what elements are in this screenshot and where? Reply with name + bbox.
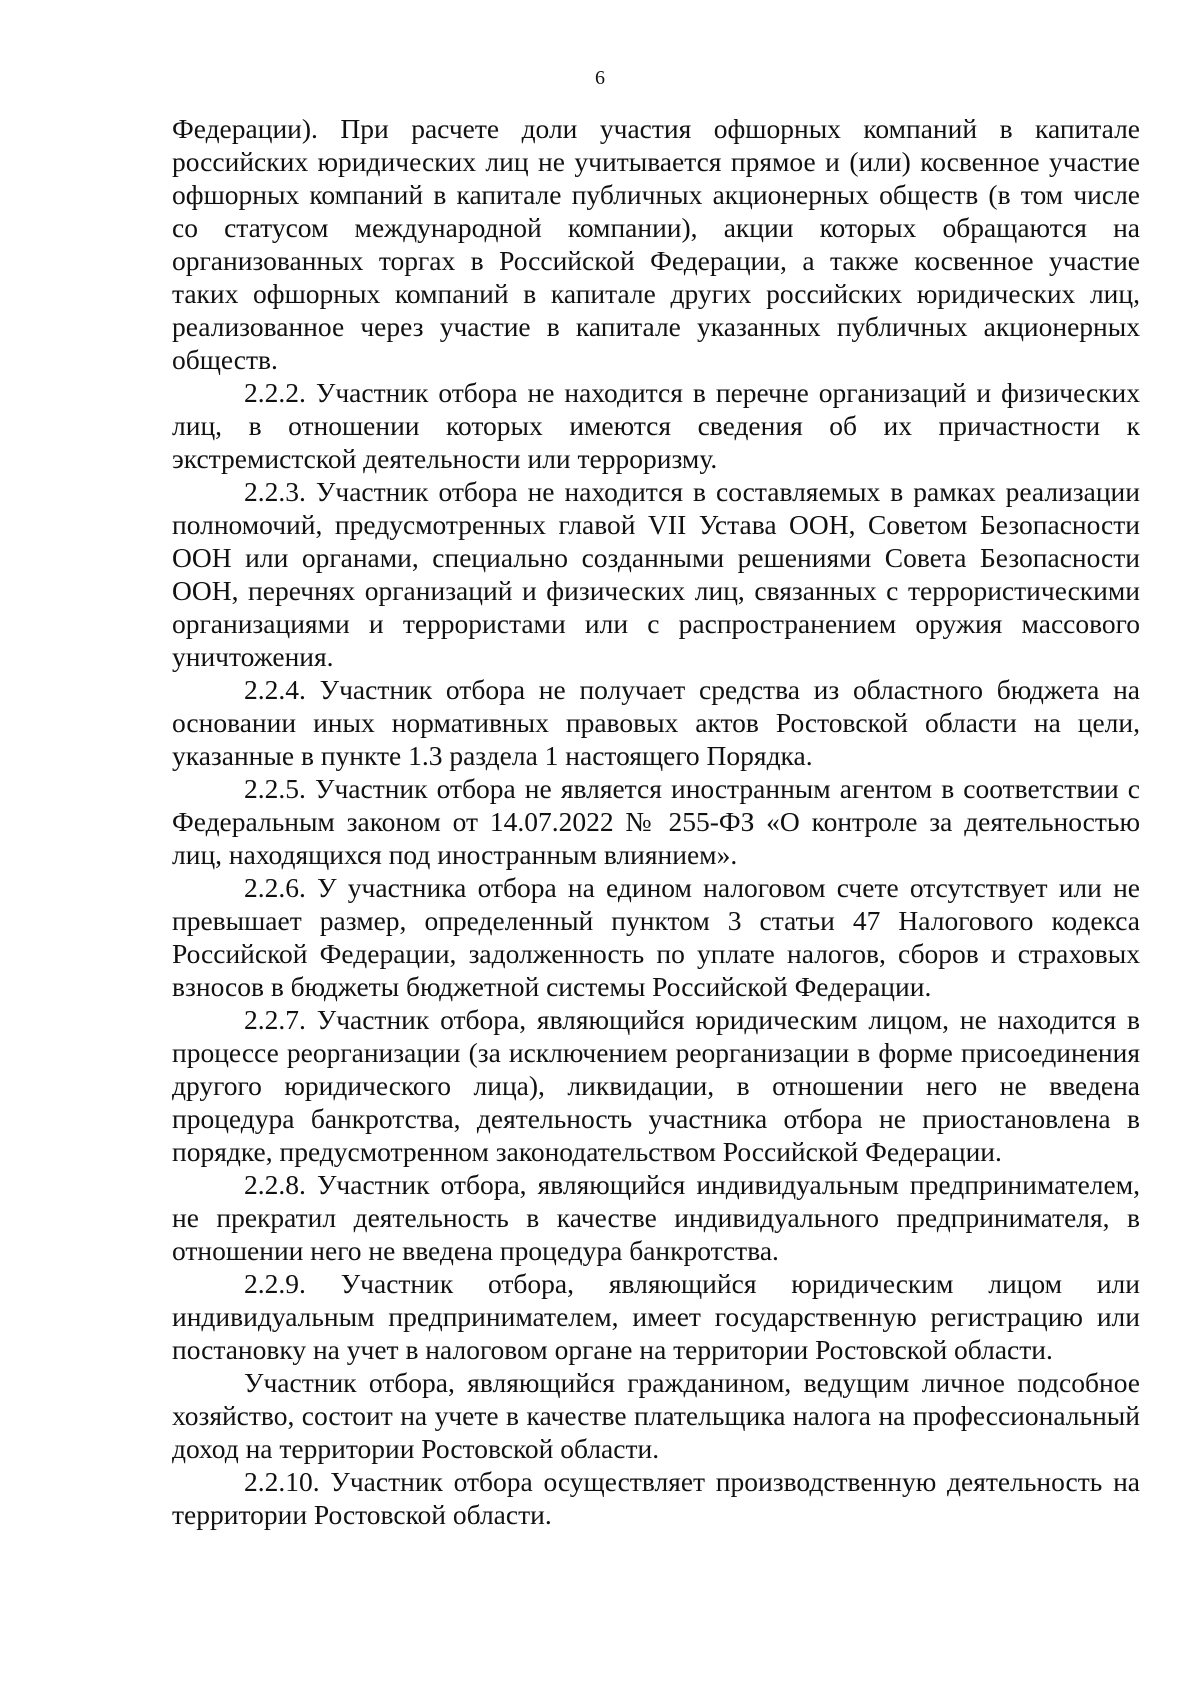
paragraph-2-2-3: 2.2.3. Участник отбора не находится в составляемых в рамках реализации полномочий, предусмотренных главой VII Устава ООН, Советом Безопасности ООН или органами, специально созданными решениями Совета Безопасности ООН, перечнях организаций и физических лиц, связанных с террористическими организациями и террористами или с распространением оружия массового уничтожения.: [172, 476, 1140, 672]
paragraph-2-2-9: 2.2.9. Участник отбора, являющийся юридическим лицом или индивидуальным предпринимателем, имеет государственную регистрацию или постановку на учет в налоговом органе на территории Ростовской области.: [172, 1268, 1140, 1365]
paragraph-2-2-10: 2.2.10. Участник отбора осуществляет производственную деятельность на территории Ростовской области.: [172, 1466, 1140, 1530]
paragraph-2-2-6: 2.2.6. У участника отбора на едином налоговом счете отсутствует или не превышает размер, определенный пунктом 3 статьи 47 Налогового кодекса Российской Федерации, задолженность по уплате налогов, сборов и страховых взносов в бюджеты бюджетной системы Российской Федерации.: [172, 872, 1140, 1002]
page-number: 6: [595, 67, 605, 89]
document-body: [172, 112, 1140, 1531]
paragraph-2-2-4: 2.2.4. Участник отбора не получает средства из областного бюджета на основании иных нормативных правовых актов Ростовской области на цели, указанные в пункте 1.3 раздела 1 настоящего Порядка.: [172, 674, 1140, 771]
paragraph-2-2-9-citizen: Участник отбора, являющийся гражданином, ведущим личное подсобное хозяйство, состоит на учете в качестве плательщика налога на профессиональный доход на территории Ростовской области.: [172, 1367, 1140, 1464]
paragraph-offshore-continuation: Федерации). При расчете доли участия офшорных компаний в капитале российских юридических лиц не учитывается прямое и (или) косвенное участие офшорных компаний в капитале публичных акционерных обществ (в том числе со статусом международной компании), акции которых обращаются на организованных торгах в Российской Федерации, а также косвенное участие таких офшорных компаний в капитале других российских юридических лиц, реализованное через участие в капитале указанных публичных акционерных обществ.: [172, 113, 1140, 375]
paragraph-2-2-2: 2.2.2. Участник отбора не находится в перечне организаций и физических лиц, в отношении которых имеются сведения об их причастности к экстремистской деятельности или терроризму.: [172, 377, 1140, 474]
paragraph-2-2-5: 2.2.5. Участник отбора не является иностранным агентом в соответствии с Федеральным законом от 14.07.2022 № 255-ФЗ «О контроле за деятельностью лиц, находящихся под иностранным влиянием».: [172, 773, 1140, 870]
paragraph-2-2-7: 2.2.7. Участник отбора, являющийся юридическим лицом, не находится в процессе реорганизации (за исключением реорганизации в форме присоединения другого юридического лица), ликвидации, в отношении него не введена процедура банкротства, деятельность участника отбора не приостановлена в порядке, предусмотренном законодательством Российской Федерации.: [172, 1004, 1140, 1167]
paragraph-2-2-8: 2.2.8. Участник отбора, являющийся индивидуальным предпринимателем, не прекратил деятельность в качестве индивидуального предпринимателя, в отношении него не введена процедура банкротства.: [172, 1169, 1140, 1266]
